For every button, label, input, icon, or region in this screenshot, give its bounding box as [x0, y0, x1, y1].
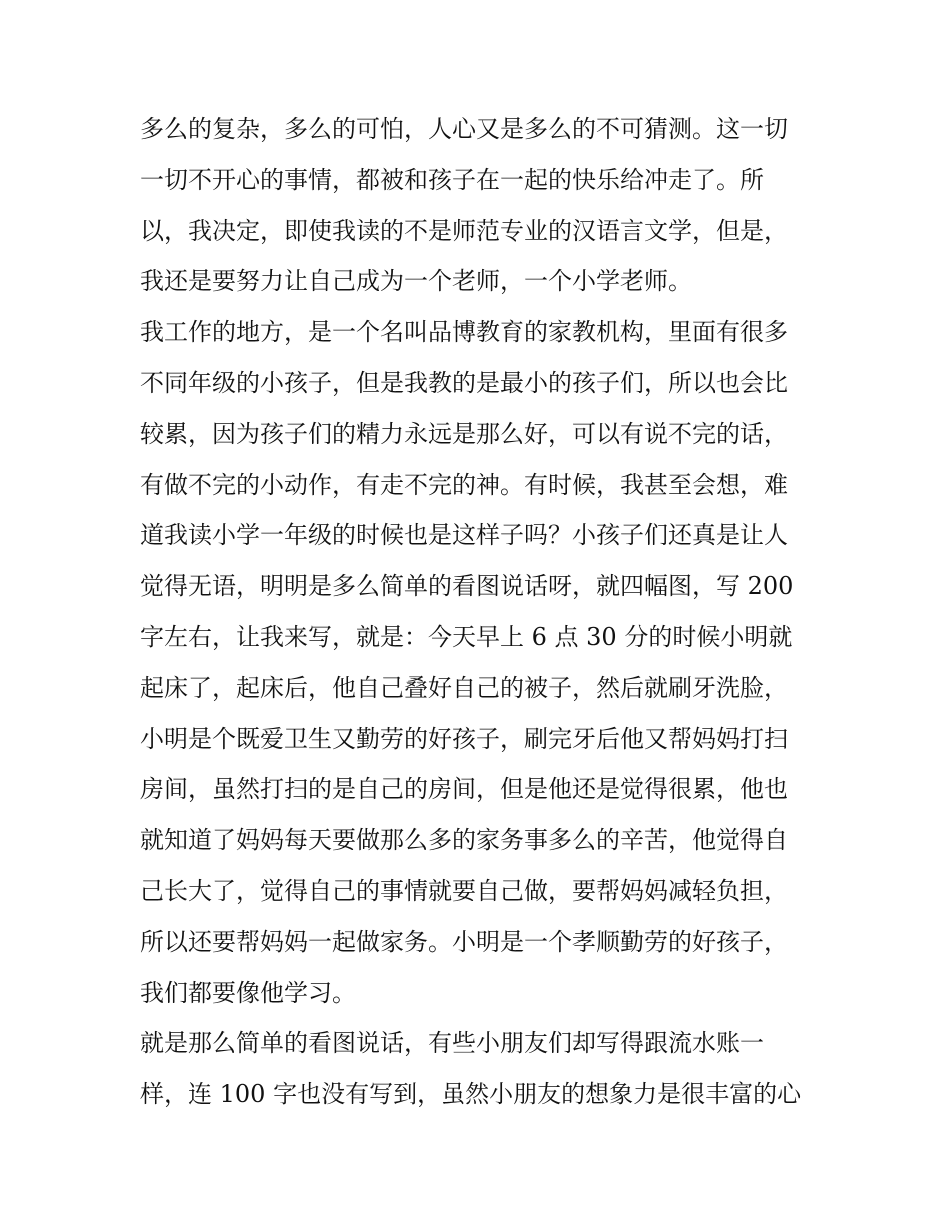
body-text [140, 104, 820, 1120]
text-line: 所以还要帮妈妈一起做家务。小明是一个孝顺勤劳的好孩子， [140, 927, 788, 956]
text-line: 以，我决定，即使我读的不是师范专业的汉语言文学，但是， [140, 216, 788, 245]
text-line: 小明是个既爱卫生又勤劳的好孩子，刷完牙后他又帮妈妈打扫 [140, 724, 788, 753]
text-line: 一切不开心的事情，都被和孩子在一起的快乐给冲走了。所 [140, 165, 764, 194]
text-line: 道我读小学一年级的时候也是这样子吗？小孩子们还真是让人 [140, 521, 788, 550]
text-line: 多么的复杂，多么的可怕，人心又是多么的不可猜测。这一切 [140, 115, 788, 143]
text-line: 较累，因为孩子们的精力永远是那么好，可以有说不完的话， [140, 419, 788, 448]
text-line: 己长大了，觉得自己的事情就要自己做，要帮妈妈减轻负担， [140, 876, 788, 905]
text-line: 就是那么简单的看图说话，有些小朋友们却写得跟流水账一 [140, 1029, 764, 1058]
text-line: 我工作的地方，是一个名叫品博教育的家教机构，里面有很多 [140, 318, 788, 347]
text-line: 觉得无语，明明是多么简单的看图说话呀，就四幅图，写 200 [140, 572, 794, 601]
text-line: 我还是要努力让自己成为一个老师，一个小学老师。 [140, 267, 692, 296]
text-line: 有做不完的小动作，有走不完的神。有时候，我甚至会想，难 [140, 470, 788, 499]
text-line: 房间，虽然打扫的是自己的房间，但是他还是觉得很累，他也 [140, 775, 788, 804]
text-line: 样，连 100 字也没有写到，虽然小朋友的想象力是很丰富的心 [140, 1080, 802, 1109]
text-line: 就知道了妈妈每天要做那么多的家务事多么的辛苦，他觉得自 [140, 826, 788, 855]
text-line: 我们都要像他学习。 [140, 978, 356, 1007]
text-line: 不同年级的小孩子，但是我教的是最小的孩子们，所以也会比 [140, 368, 788, 397]
text-line: 字左右，让我来写，就是：今天早上 6 点 30 分的时候小明就 [140, 622, 793, 651]
text-line: 起床了，起床后，他自己叠好自己的被子，然后就刷牙洗脸， [140, 673, 788, 702]
